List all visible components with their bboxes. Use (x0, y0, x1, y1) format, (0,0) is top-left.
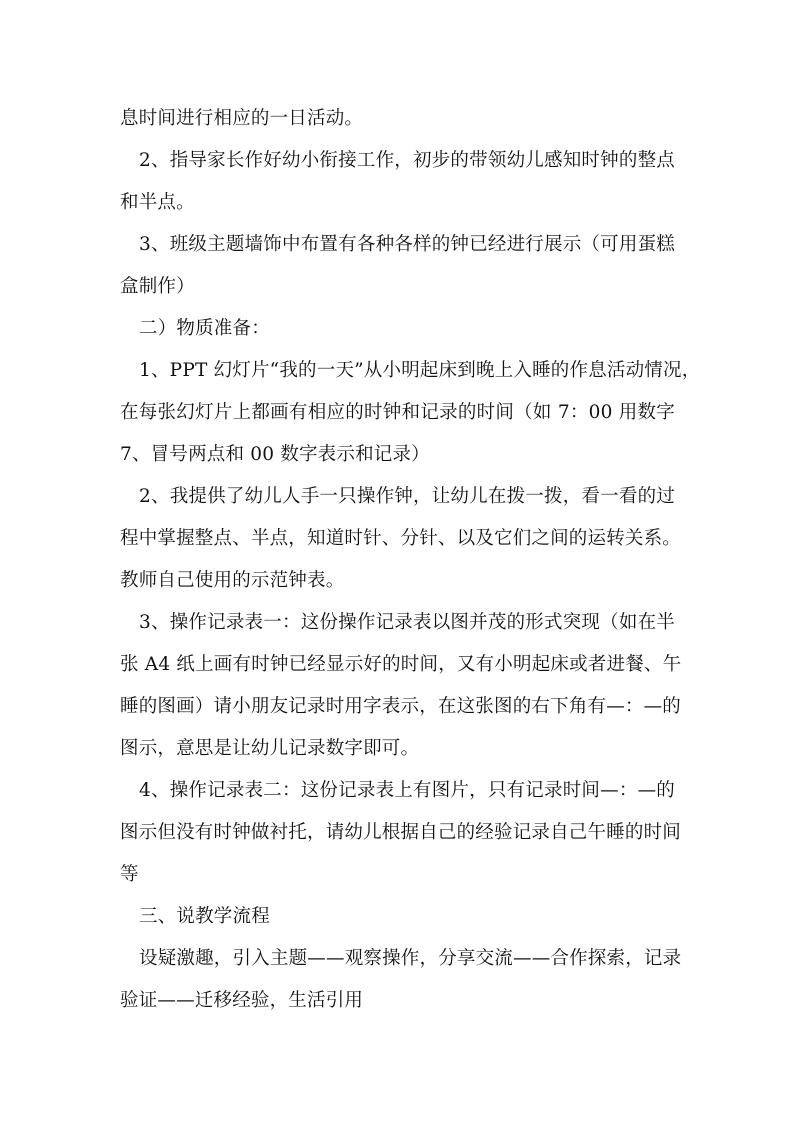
text-line: 和半点。 (120, 192, 195, 213)
text-line: 4、操作记录表二：这份记录表上有图片，只有记录时间—：—的 (139, 780, 675, 801)
text-line: 教师自己使用的示范钟表。 (120, 570, 345, 591)
text-line: 设疑激趣，引入主题——观察操作，分享交流——合作探索，记录 (139, 948, 682, 969)
text-line: 息时间进行相应的一日活动。 (120, 108, 364, 129)
text-line: 2、我提供了幼儿人手一只操作钟，让幼儿在拨一拨，看一看的过 (139, 486, 675, 507)
text-line: 等 (120, 864, 139, 885)
text-line: 3、操作记录表一：这份操作记录表以图并茂的形式突现（如在半 (139, 612, 675, 633)
text-line: 睡的图画）请小朋友记录时用字表示，在这张图的右下角有—：—的 (120, 696, 682, 717)
text-line: 1、PPT 幻灯片“我的一天”从小明起床到晚上入睡的作息活动情况， (139, 360, 701, 381)
text-line: 7、冒号两点和 00 数字表示和记录） (120, 444, 430, 465)
text-line: 验证——迁移经验，生活引用 (120, 990, 364, 1011)
text-line: 图示但没有时钟做衬托，请幼儿根据自己的经验记录自己午睡的时间 (120, 822, 682, 843)
section-heading: 三、说教学流程 (139, 906, 270, 927)
text-line: 2、指导家长作好幼小衔接工作，初步的带领幼儿感知时钟的整点 (139, 150, 675, 171)
text-line: 程中掌握整点、半点，知道时针、分针、以及它们之间的运转关系。 (120, 528, 682, 549)
text-line: 图示，意思是让幼儿记录数字即可。 (120, 738, 420, 759)
text-line: 张 A4 纸上画有时钟已经显示好的时间，又有小明起床或者进餐、午 (120, 654, 682, 675)
text-line: 3、班级主题墙饰中布置有各种各样的钟已经进行展示（可用蛋糕 (139, 234, 675, 255)
section-heading: 二）物质准备： (139, 318, 270, 339)
text-line: 盒制作） (120, 276, 195, 297)
text-line: 在每张幻灯片上都画有相应的时钟和记录的时间（如 7：00 用数字 (120, 402, 675, 423)
